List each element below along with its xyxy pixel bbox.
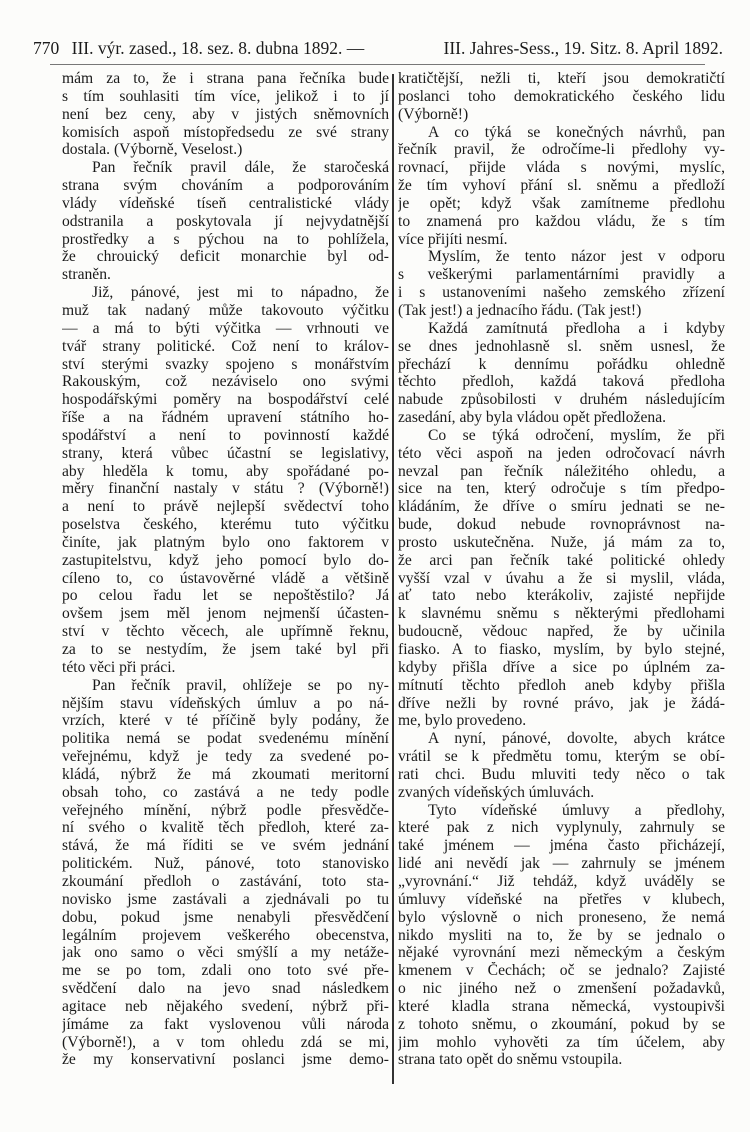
text-line: nevzal pan řečník náležitého ohledu, a [398,462,725,480]
text-line: prosto uskutečněna. Nuže, já mám za to, [398,533,725,551]
text-line: i s ustanoveními našeho zemského zřízení [398,284,725,302]
column-left [62,70,389,1069]
text-line: této věci aspoň na jeden odročovací návrh [398,444,725,462]
paragraph [398,802,725,1070]
text-line: rovnací, přijde vláda s novými, myslíc, [398,159,725,177]
paragraph [398,124,725,249]
text-line: úmluvy vídeňské na přetřes v klubech, [398,890,725,908]
text-line: politika nemá se podat svedenému mínění [62,730,389,748]
text-line: Co se týká odročení, myslím, že při [428,426,725,444]
text-line: zkoumání předloh o zastávání, toto sta- [62,872,389,890]
text-line: dostala. (Výborně, Veselost.) [62,141,243,159]
paragraph [62,677,389,1070]
text-line: stává, že má říditi se ve svém jednání [62,837,389,855]
text-line: jak ono samo o věci smýšlí a my netáže- [62,944,389,962]
header-rule [50,64,705,65]
text-line: činíte, jak platným bylo ono faktorem v [62,533,389,551]
text-line: kratičtější, nežli ti, kteří jsou demokratičtí [398,70,725,87]
text-line: nějším stavu vídeňských úmluv a po ná- [62,694,389,712]
text-line: a není to právě nejlepší svědectví toho [62,498,389,516]
column-divider [392,74,394,1084]
text-line: bude, dokud nebude rovnoprávnost na- [398,516,725,534]
text-line: Pan řečník pravil, ohlížeje se po ny- [92,676,389,694]
text-line: veřejnému, když je tedy za svedené po- [62,748,389,766]
text-line: že arci pan řečník také politické ohledy [398,551,725,569]
text-line: vlády vídeňské tíseň centralistické vlády [62,194,389,212]
text-line: novisko jsme zastávali a zjednávali po tu [62,890,389,908]
text-line: že tím vyhoví přání sl. sněmu a předloží [398,177,725,195]
text-line: strana svým chováním a podporováním [62,177,389,195]
text-line: se dnes jednohlasně sl. sněm usnesl, že [398,337,725,355]
text-line: za to se nestydím, že jsem také byl při [62,641,389,658]
text-line: hospodářskými poměry na bospodářství celé [62,391,389,409]
text-line: jímáme za fakt vyslovenou vůli národa [62,1015,389,1033]
running-header [33,38,723,62]
text-line: agitace neb nějakého svedení, nýbrž při- [62,997,389,1015]
text-line: řečník pravil, že odročíme-li předlohy vy- [398,141,725,159]
text-line: to znamená pro každou vládu, že s tím [398,212,725,230]
text-line: s veškerými parlamentárními pravidly a [398,266,725,284]
column-right [398,70,725,1069]
text-line: prostředky a s pýchou na to pohlížela, [62,230,389,248]
text-line: dobu, pokud jsme nenabyli přesvědčení [62,908,389,926]
text-line: ství sterými svazky spojeno s monářstvím [62,355,389,373]
text-line: přechází k dennímu pořádku ohledně [398,355,725,373]
text-line: strany, která vůbec účastní se legislativy, [62,444,389,462]
text-line: „vyrovnání.“ Již tehdáž, když uváděly se [398,872,725,890]
header-german: III. Jahres-Sess., 19. Sitz. 8. April 1892. [443,38,723,58]
text-line: není bez ceny, aby v jistých sněmovních [62,105,389,123]
text-line: kládáním, že dříve o smíru jednati se ne- [398,498,725,516]
text-line: (Výborně!), a v tom ohledu zdá se mi, [62,1033,389,1051]
text-line: zastupitelstvu, když jeho pomocí bylo do- [62,551,389,569]
text-line: měry finanční nastaly v státu ? (Výborně!) [62,480,389,498]
text-line: které pak z nich vyplynuly, zahrnuly se [398,819,725,837]
text-line: legálním projevem veškerého obecenstva, [62,926,389,944]
text-line: sice na ten, který odročuje s tím předpo- [398,480,725,498]
text-line: (Výborně!) [398,105,469,123]
text-line: politickém. Nuž, pánové, toto stanovisko [62,855,389,873]
text-line: aby hleděla k tomu, aby spořádané po- [62,462,389,480]
text-line: me se po tom, zdali ono toto své pře- [62,962,389,980]
text-line: ať tato nebo kterákoliv, zajisté nepřijde [398,587,725,605]
text-line: Pan řečník pravil dále, že staročeská [92,159,389,177]
text-line: po celou řadu let se nepoštěstilo? Já [62,587,389,605]
text-line: nějaké vyrovnání mezi německým a českým [398,944,725,962]
text-line: Každá zamítnutá předloha a i kdyby [428,319,725,337]
text-line: bylo výslovně o nich proneseno, že nemá [398,908,725,926]
text-line: ství v těchto věcech, ale upřímně řeknu, [62,623,389,641]
paragraph [62,70,389,159]
text-line: z tohoto sněmu, o zkoumání, pokud by se [398,1015,725,1033]
paragraph [398,248,725,319]
text-line: fiasko. A to fiasko, myslím, by bylo stejné, [398,641,725,658]
text-line: poslanci toho demokratického českého lidu [398,87,725,105]
paragraph [62,159,389,284]
text-line: poselstva českého, kterému tuto výčitku [62,516,389,534]
text-line: dříve nežli by rovné právo, jak je žádá- [398,694,725,712]
text-line: tvář strany politické. Což není to králov- [62,337,389,355]
page-number: 770 [33,38,60,58]
text-line: mám za to, že i strana pana řečníka bude [62,70,389,87]
text-line: veřejného mínění, nýbrž podle přesvědče- [62,801,389,819]
text-line: straněn. [62,266,111,284]
paragraph [62,284,389,677]
text-line: (Tak jest!) a jednacího řádu. (Tak jest!) [398,301,642,319]
text-line: o nic jiného než o zmenšení požadavků, [398,980,725,998]
text-line: říše a na řádném upravení státního ho- [62,409,389,427]
text-line: kdyby přišla dříve a sice po úplném za- [398,658,725,676]
text-line: této věci při práci. [62,658,176,676]
paragraph [398,70,725,124]
text-line: je opět; když však zamítneme předlohu [398,194,725,212]
text-line: že chrouický deficit monarchie byl od- [62,248,389,266]
text-line: kládá, nýbrž že má zkoumati meritorní [62,765,389,783]
text-line: strana tato opět do sněmu vstoupila. [398,1051,623,1069]
text-line: vrzích, které v té příčině byly podány, že [62,712,389,730]
text-line: s tím souhlasiti tím více, jelikož i to jí [62,87,389,105]
text-line: A co týká se konečných návrhů, pan [428,123,725,141]
paragraph [398,320,725,427]
text-line: které kladla strana německá, vystoupivši [398,997,725,1015]
text-line: zvaných vídeňských úmluvách. [398,783,595,801]
text-line: me, bylo provedeno. [398,712,527,730]
text-line: Tyto vídeňské úmluvy a předlohy, [428,801,725,819]
text-line: rati chci. Budu mluviti tedy něco o tak [398,765,725,783]
text-line: Již, pánové, jest mi to nápadno, že [92,284,389,302]
text-line: vrátil se k předmětu tomu, kterým se obí- [398,748,725,766]
text-line: jim mohlo vyhověti za tím účelem, aby [398,1033,725,1051]
text-line: ní svého o kvalitě těch předloh, které za- [62,819,389,837]
text-line: odstranila a poskytovala jí nejvydatnější [62,212,389,230]
paragraph [398,427,725,730]
text-line: více přijíti nesmí. [398,230,508,248]
text-line: spodářství a není to povinností každé [62,426,389,444]
text-line: muž tak nadaný může takovouto výčitku [62,301,389,319]
text-line: budoucně, vědouc napřed, že by učinila [398,623,725,641]
text-line: ovšem jsem měl jenom nejmenší účasten- [62,605,389,623]
text-line: těchto předloh, každá taková předloha [398,373,725,391]
text-line: — a má to býti výčitka — vrhnouti ve [62,319,389,337]
text-line: k slavnému sněmu s některými předlohami [398,605,725,623]
text-line: že my konservativní poslanci jsme demo- [62,1051,389,1069]
text-line: zasedání, aby byla vládou opět předložena. [398,409,667,427]
text-line: Myslím, že tento názor jest v odporu [428,248,725,266]
text-line: svědčení dalo na jevo snad následkem [62,980,389,998]
text-line: cíleno to, co ústavověrné vládě a většině [62,569,389,587]
text-line: nabude způsobilosti v druhém následujícím [398,391,725,409]
text-line: kmenem v Čechách; oč se jednalo? Zajisté [398,962,725,980]
paragraph [398,730,725,801]
text-line: nikdo mysliti na to, že by se jednalo o [398,926,725,944]
text-line: také jménem — jména často přicházejí, [398,837,725,855]
text-line: A nyní, pánové, dovolte, abych krátce [428,730,725,748]
text-line: obsah toho, co zastává a ne tedy podle [62,783,389,801]
text-line: lidé ani nevědí jak — zahrnuly se jménem [398,855,725,873]
text-line: mítnutí těchto předloh aneb kdyby přišla [398,676,725,694]
header-czech: III. výr. zased., 18. sez. 8. dubna 1892. — [71,38,365,58]
text-line: komisích aspoň místopředsedu ze své strany [62,123,389,141]
text-line: Rakouským, což nezáviselo ono svými [62,373,389,391]
text-line: vyšší vzal v úvahu a že si myslil, vláda, [398,569,725,587]
